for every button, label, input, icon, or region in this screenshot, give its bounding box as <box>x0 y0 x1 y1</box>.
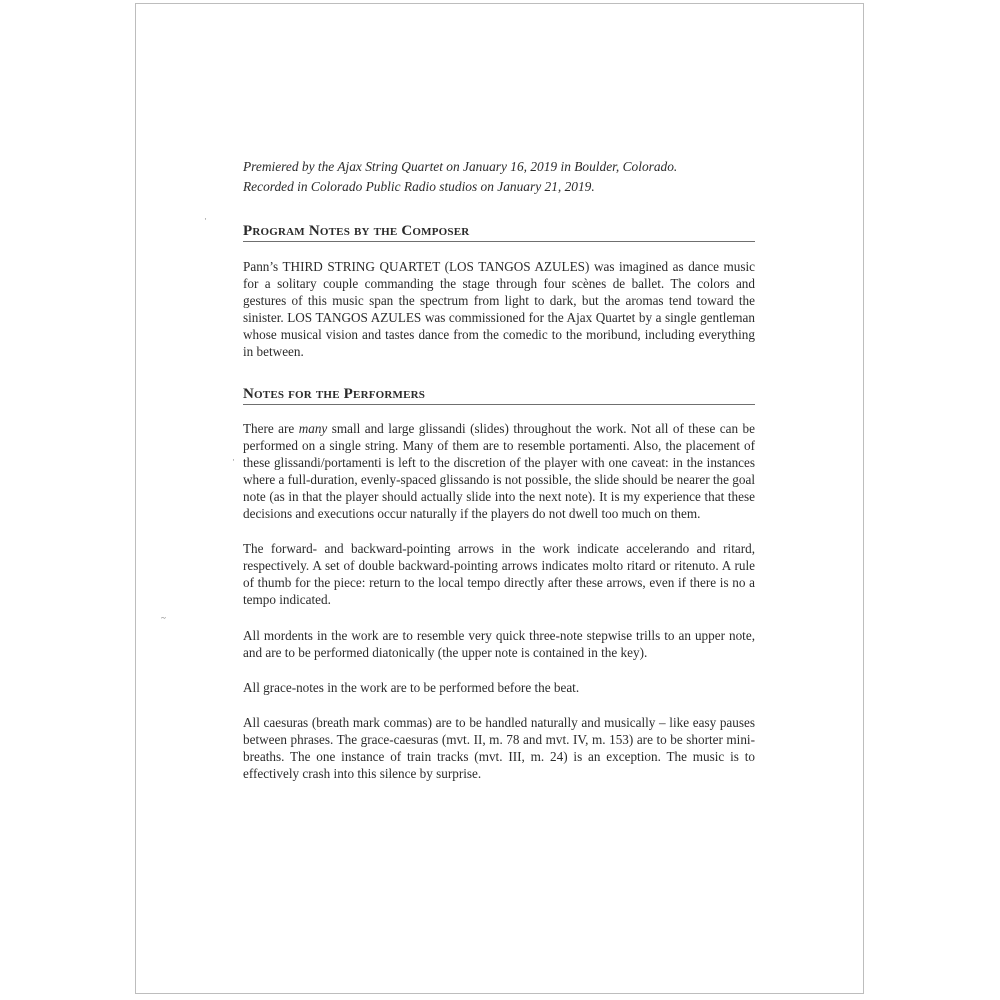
page-content <box>243 157 755 782</box>
recording-line: Recorded in Colorado Public Radio studios on January 21, 2019. <box>243 179 595 194</box>
document-page <box>135 3 864 994</box>
scan-speck: · <box>204 214 207 224</box>
mordents-paragraph: All mordents in the work are to resemble very quick three-note stepwise trills to an upper note, and are to be performed diatonically (the upper note is contained in the key). <box>243 627 755 660</box>
program-notes-heading: Program Notes by the Composer <box>243 222 755 242</box>
arrows-paragraph: The forward- and backward-pointing arrows in the work indicate accelerando and ritard, respectively. A set of double backward-pointing arrows indicates molto ritard or ritenuto. A rule of thumb for the piece: return to the local tempo directly after these arrows, even if there is no a tempo indicated. <box>243 541 755 608</box>
paragraph-text: There are <box>243 420 299 436</box>
caesuras-paragraph: All caesuras (breath mark commas) are to be handled naturally and musically – like easy pauses between phrases. The grace-caesuras (mvt. II, m. 78 and mvt. IV, m. 153) are to be shorter mini-breaths. The one instance of train tracks (mvt. III, m. 24) is an exception. The music is to effectively crash into this silence by surprise. <box>243 714 755 782</box>
glissandi-paragraph <box>243 420 755 523</box>
grace-notes-paragraph: All grace-notes in the work are to be performed before the beat. <box>243 679 580 695</box>
performer-notes-heading: Notes for the Performers <box>243 385 755 405</box>
scan-speck: · <box>232 455 235 465</box>
program-notes-paragraph: Pann’s THIRD STRING QUARTET (LOS TANGOS AZULES) was imagined as dance music for a solitary couple commanding the stage through four scènes de ballet. The colors and gestures of this music span the spectrum from light to dark, but the aromas tend toward the sinister. LOS TANGOS AZULES was commissioned for the Ajax Quartet by a single gentleman whose musical vision and tastes dance from the comedic to the moribund, including everything in between. <box>243 259 755 360</box>
paragraph-text: small and large glissandi (slides) throughout the work. Not all of these can be performed on a single string. Many of them are to resemble portamenti. Also, the placement of these glissandi/portamenti is left to the discretion of the player with one caveat: in the instances where a full-duration, evenly-spaced glissando is not possible, the slide should be nearer the goal note (as in that the player should actually slide into the next note). It is my experience that these decisions and executions occur naturally if the players do not dwell too much on them. <box>243 420 755 522</box>
emphasis-text: many <box>298 420 328 436</box>
premiere-line: Premiered by the Ajax String Quartet on January 16, 2019 in Boulder, Colorado. <box>243 159 678 174</box>
scan-speck: ~ <box>161 613 166 623</box>
